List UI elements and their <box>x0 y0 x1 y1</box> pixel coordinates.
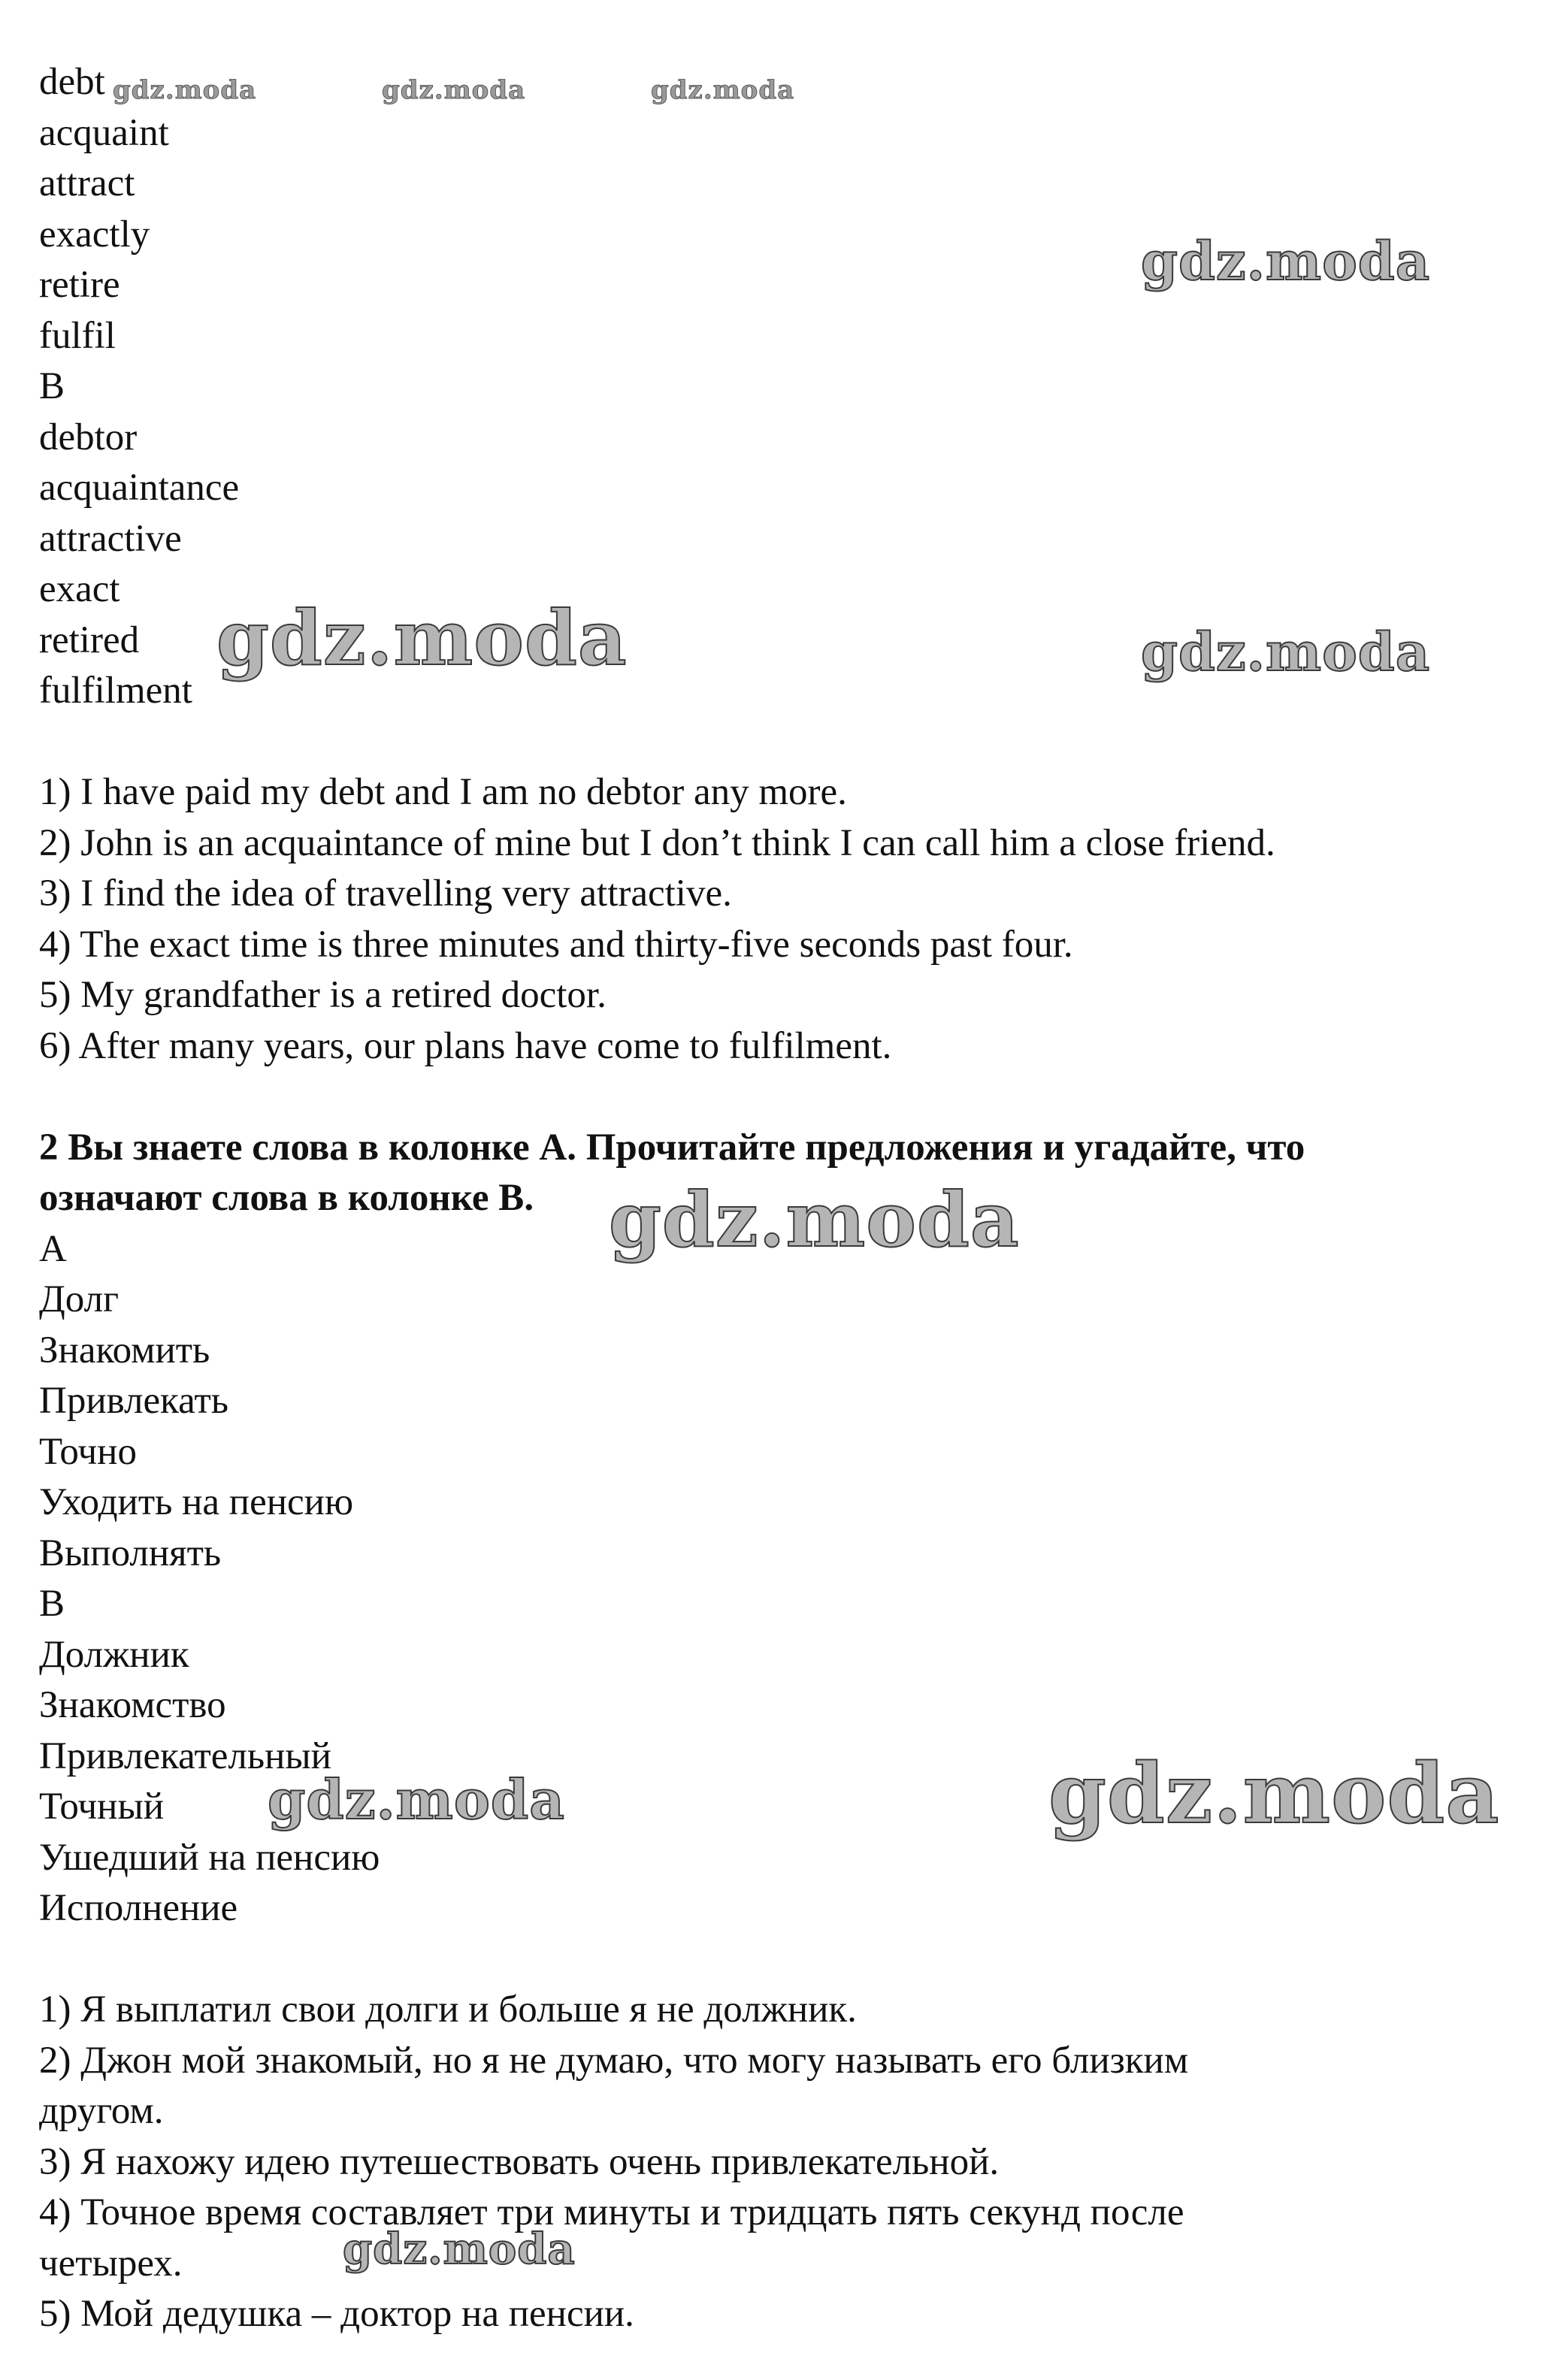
document-page <box>39 57 1527 2340</box>
watermark: gdz.moda <box>651 75 795 105</box>
section-two-column-a <box>39 1275 1527 1579</box>
word-b-1: debtor <box>39 416 138 458</box>
column-b-label: B <box>39 365 65 407</box>
ru-word-b-4: Точный <box>39 1786 164 1828</box>
word-b-6: fulfilment <box>39 670 192 712</box>
ru-word-a-4: Точно <box>39 1430 137 1473</box>
sentence-en-2: 2) John is an acquaintance of mine but I don’t think I can call him a close friend. <box>39 821 1275 864</box>
sentence-ru-4: 4) Точное время составляет три минуты и тридцать пять секунд после <box>39 2191 1184 2233</box>
sentence-en-6: 6) After many years, our plans have come to fulfilment. <box>39 1024 892 1067</box>
ru-word-a-3: Привлекать <box>39 1380 228 1422</box>
ru-word-a-1: Долг <box>39 1278 119 1320</box>
exercise-heading-line-2: означают слова в колонке В. <box>39 1177 534 1219</box>
word-a-2: acquaint <box>39 111 169 154</box>
sentence-ru-4-cont: четырех. <box>39 2242 183 2285</box>
sentence-en-5: 5) My grandfather is a retired doctor. <box>39 974 607 1016</box>
watermark: gdz.moda <box>216 594 628 682</box>
word-b-3: attractive <box>39 517 182 560</box>
sentence-ru-2: 2) Джон мой знакомый, но я не думаю, что могу называть его близким <box>39 2039 1189 2082</box>
ru-column-b-label: В <box>39 1583 65 1625</box>
sentence-ru-3: 3) Я нахожу идею путешествовать очень привлекательной. <box>39 2140 1000 2183</box>
sentence-en-1: 1) I have paid my debt and I am no debtor any more. <box>39 771 847 813</box>
watermark: gdz.moda <box>113 75 257 105</box>
section-one-column-a <box>39 57 1527 361</box>
word-b-2: acquaintance <box>39 467 240 509</box>
word-b-4: exact <box>39 568 120 610</box>
section-two-column-b <box>39 1630 1527 1934</box>
word-a-3: attract <box>39 162 135 204</box>
ru-word-b-1: Должник <box>39 1633 189 1676</box>
sentence-en-4: 4) The exact time is three minutes and thirty-five seconds past four. <box>39 923 1073 966</box>
ru-word-b-6: Исполнение <box>39 1887 238 1929</box>
section-one-column-b <box>39 413 1527 717</box>
watermark: gdz.moda <box>609 1175 1020 1264</box>
ru-word-b-3: Привлекательный <box>39 1734 331 1777</box>
word-a-1: debt <box>39 61 105 103</box>
sentence-ru-1: 1) Я выплатил свои долги и больше я не должник. <box>39 1988 857 2031</box>
sentence-en-3: 3) I find the idea of travelling very attractive. <box>39 872 732 915</box>
ru-column-a-label: А <box>39 1227 67 1270</box>
watermark: gdz.moda <box>1141 621 1431 683</box>
sentence-ru-2-cont: другом. <box>39 2090 164 2132</box>
spacer <box>39 1072 1527 1123</box>
watermark: gdz.moda <box>1048 1745 1500 1842</box>
section-one-sentences <box>39 767 1527 1072</box>
word-a-6: fulfil <box>39 314 116 357</box>
spacer <box>39 717 1527 768</box>
word-a-4: exactly <box>39 213 150 256</box>
exercise-heading-line-1: 2 Вы знаете слова в колонке А. Прочитайте предложения и угадайте, что <box>39 1126 1305 1169</box>
word-b-5: retired <box>39 618 140 661</box>
ru-word-a-2: Знакомить <box>39 1329 210 1371</box>
section-two-sentences <box>39 1985 1527 2340</box>
ru-word-b-5: Ушедший на пенсию <box>39 1836 380 1879</box>
word-a-5: retire <box>39 264 120 306</box>
spacer <box>39 1934 1527 1985</box>
ru-word-a-5: Уходить на пенсию <box>39 1481 354 1523</box>
ru-word-b-2: Знакомство <box>39 1684 226 1726</box>
watermark: gdz.moda <box>343 2224 576 2274</box>
ru-word-a-6: Выполнять <box>39 1532 222 1574</box>
watermark: gdz.moda <box>382 75 526 105</box>
watermark: gdz.moda <box>1141 230 1431 292</box>
sentence-ru-5: 5) Мой дедушка – доктор на пенсии. <box>39 2293 634 2335</box>
watermark: gdz.moda <box>268 1768 565 1831</box>
